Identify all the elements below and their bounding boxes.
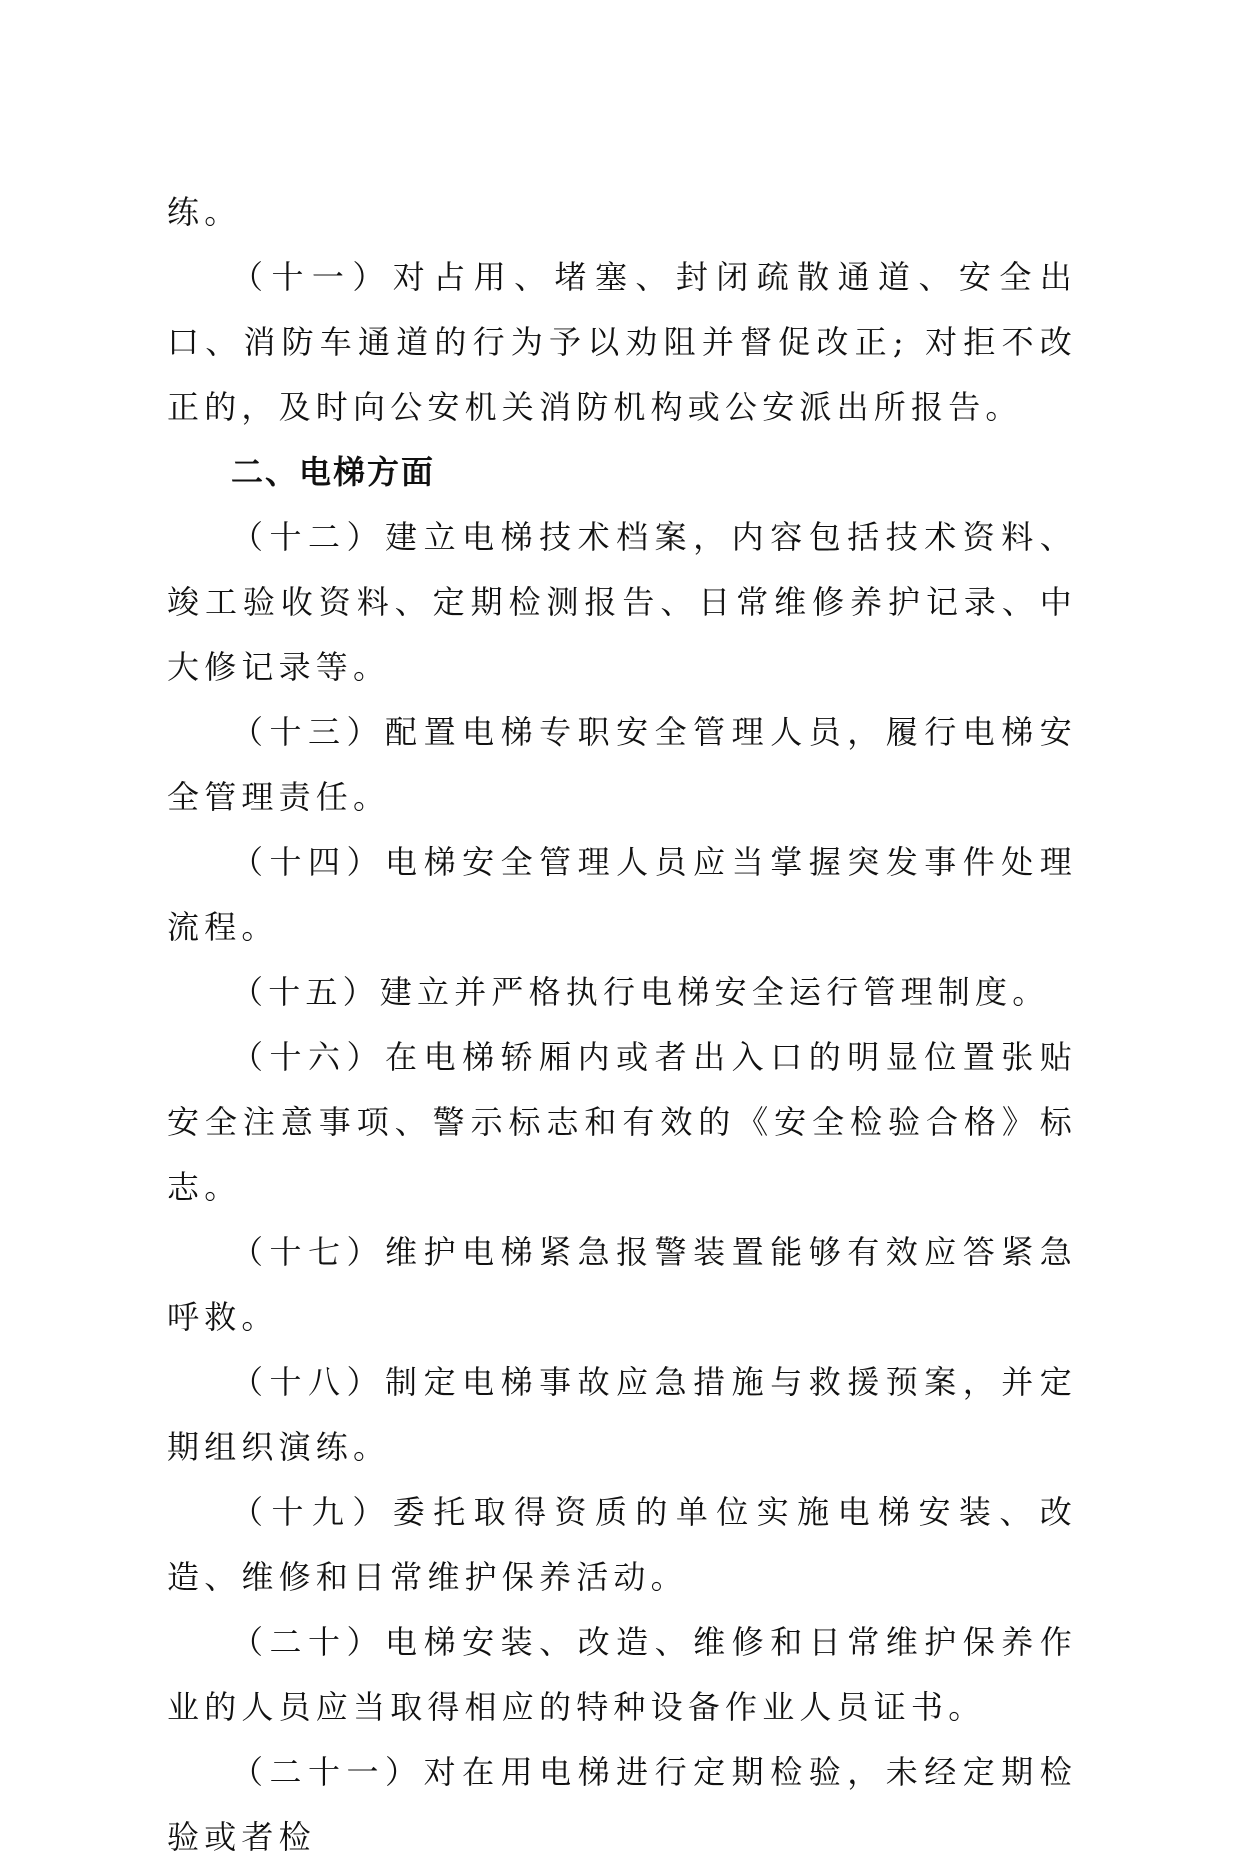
paragraph-item-15: （十五）建立并严格执行电梯安全运行管理制度。 — [231, 973, 1050, 1011]
paragraph-item-11: （十一）对占用、堵塞、封闭疏散通道、安全出口、消防车通道的行为予以劝阻并督促改正; 对拒不改正的，及时向公安机关消防机构或公安派出所报告。 — [167, 258, 1077, 426]
paragraph-item-18: （十八）制定电梯事故应急措施与救援预案，并定期组织演练。 — [167, 1363, 1077, 1466]
paragraph-item-21: （二十一）对在用电梯进行定期检验，未经定期检验或者检 — [167, 1753, 1077, 1856]
paragraph-item-19: （十九）委托取得资质的单位实施电梯安装、改造、维修和日常维护保养活动。 — [167, 1493, 1077, 1596]
paragraph-item-12: （十二）建立电梯技术档案，内容包括技术资料、竣工验收资料、定期检测报告、日常维修养护记录、中大修记录等。 — [167, 518, 1077, 686]
section-heading-elevator: 二、电梯方面 — [231, 453, 436, 491]
paragraph-item-13: （十三）配置电梯专职安全管理人员，履行电梯安全管理责任。 — [167, 713, 1077, 816]
paragraph-item-16: （十六）在电梯轿厢内或者出入口的明显位置张贴安全注意事项、警示标志和有效的《安全检验合格》标志。 — [167, 1038, 1077, 1206]
paragraph-continuation: 练。 — [167, 193, 242, 231]
document-body — [167, 180, 1077, 1870]
paragraph-item-17: （十七）维护电梯紧急报警装置能够有效应答紧急呼救。 — [167, 1233, 1077, 1336]
paragraph-item-20: （二十）电梯安装、改造、维修和日常维护保养作业的人员应当取得相应的特种设备作业人员证书。 — [167, 1623, 1077, 1726]
paragraph-item-14: （十四）电梯安全管理人员应当掌握突发事件处理流程。 — [167, 843, 1077, 946]
